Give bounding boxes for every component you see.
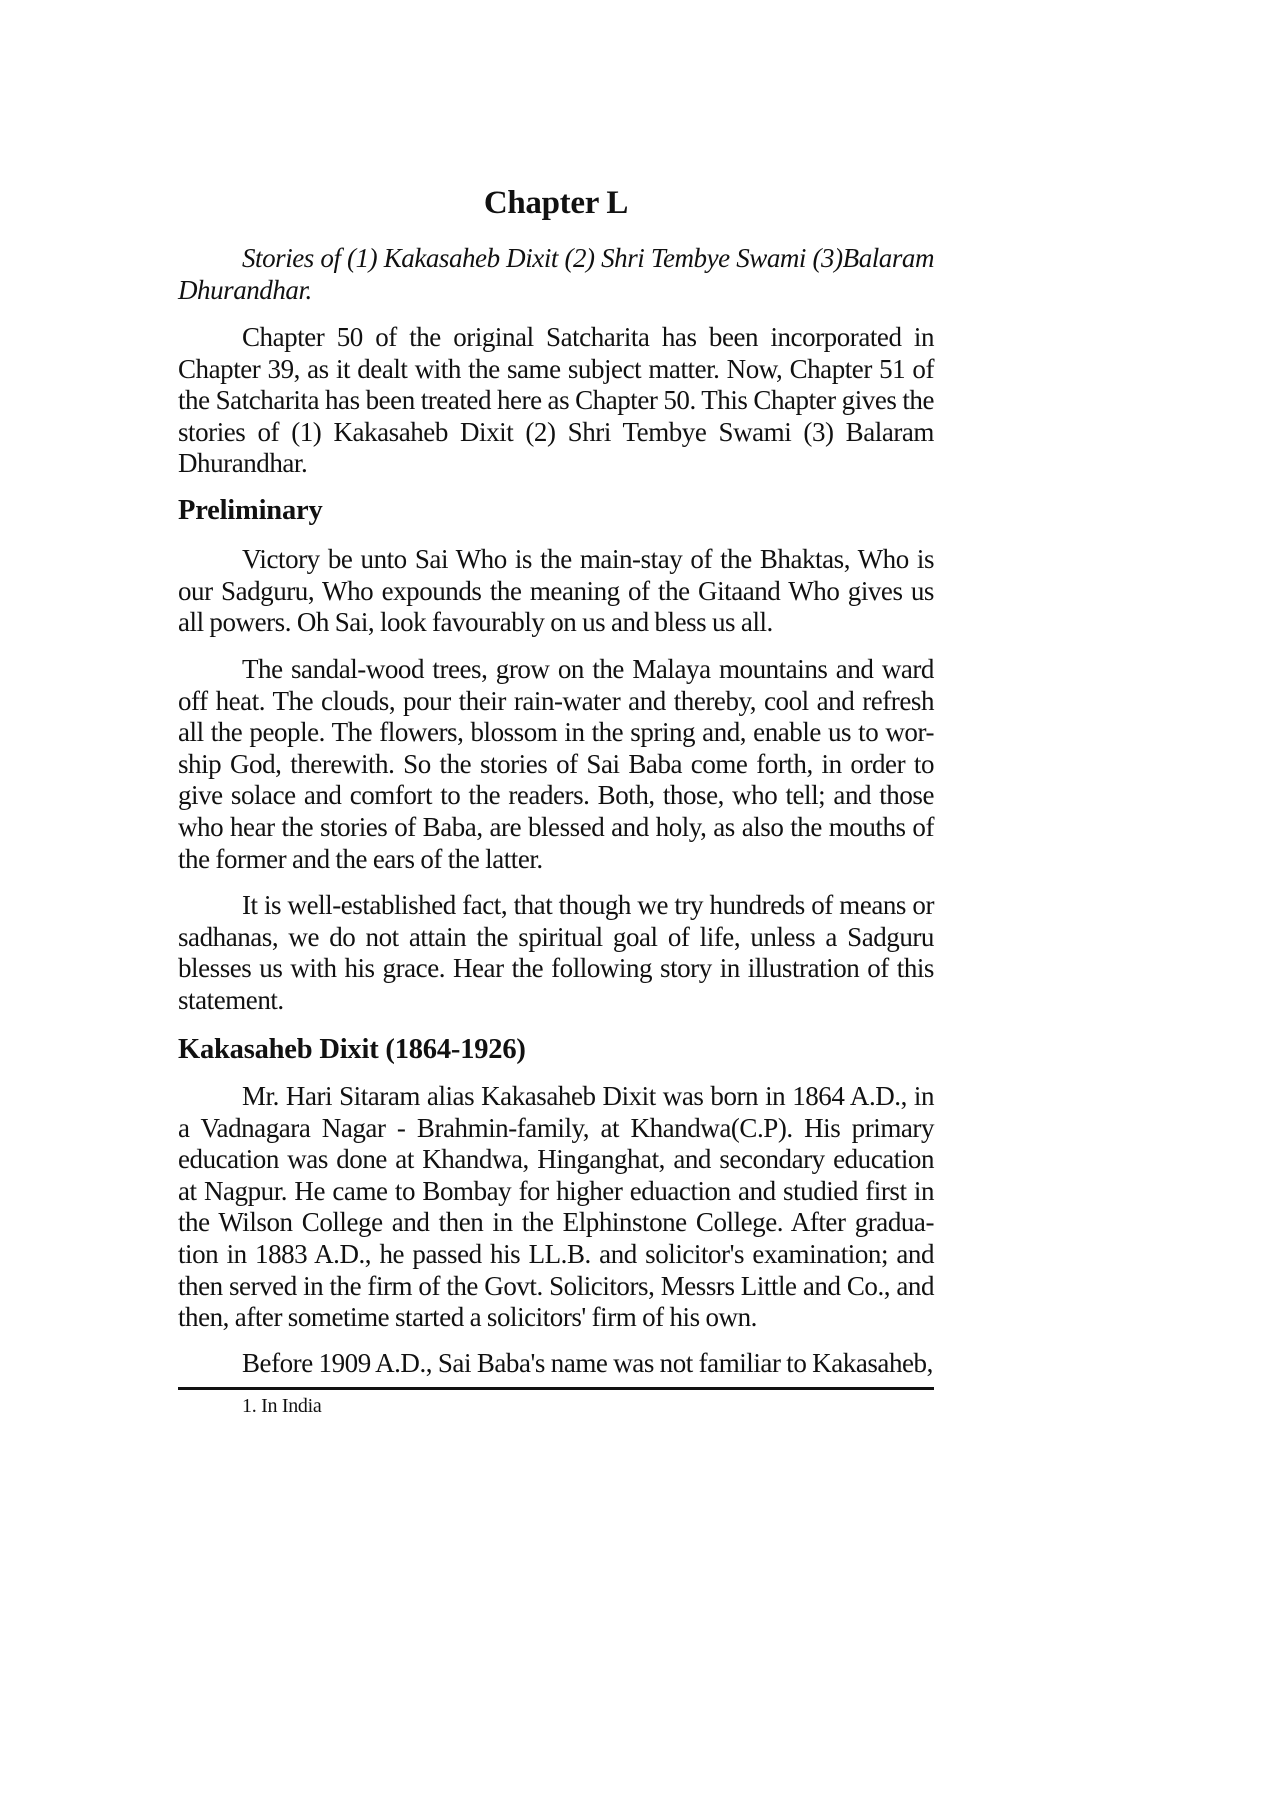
body-paragraph: Victory be unto Sai Who is the main-stay of the Bhaktas, Who is our Sadguru, Who expounds the meaning of the Gitaand Who gives us all powers. Oh Sai, look favourably on us and bless us all. (178, 544, 934, 638)
footnote: 1. In India (242, 1395, 322, 1417)
dixit-paragraph-2-block (178, 1348, 934, 1380)
body-paragraph: It is well-established fact, that though we try hundreds of means or sadhanas, we do not attain the spiritual goal of life, unless a Sadguru blesses us with his grace. Hear the following story in illustration of this statement. (178, 890, 934, 1015)
intro-block (178, 322, 934, 480)
preliminary-paragraph-3-block (178, 890, 934, 1016)
section-heading-preliminary: Preliminary (178, 495, 323, 526)
section-heading-kakasaheb-dixit: Kakasaheb Dixit (1864-1926) (178, 1034, 526, 1065)
section-preliminary (178, 494, 934, 528)
chapter-title: Chapter L (483, 185, 629, 221)
dixit-paragraph-1-block (178, 1081, 934, 1334)
preliminary-paragraph-2-block (178, 654, 934, 875)
body-paragraph: The sandal-wood trees, grow on the Malaya mountains and ward off heat. The clouds, pour their rain-water and thereby, cool and refresh all the people. The flowers, blossom in the spring and, enable us to wor-ship God, therewith. So the stories of Sai Baba come forth, in order to give solace and comfort to the readers. Both, those, who tell; and those who hear the stories of Baba, are blessed and holy, as also the mouths of the former and the ears of the latter. (178, 654, 934, 874)
intro-paragraph: Chapter 50 of the original Satcharita has been incorporated in Chapter 39, as it dealt with the same subject matter. Now, Chapter 51 of the Satcharita has been treated here as Chapter 50. This Chapter gives the stories of (1) Kakasaheb Dixit (2) Shri Tembye Swami (3) Balaram Dhurandhar. (178, 322, 934, 479)
footnote-divider (178, 1387, 934, 1390)
body-paragraph: Mr. Hari Sitaram alias Kakasaheb Dixit was born in 1864 A.D., in a Vadnagara Nagar - Brahmin-family, at Khandwa(C.P). His primary education was done at Khandwa, Hinganghat, and secondary education at Nagpur. He came to Bombay for higher eduaction and studied first in the Wilson College and then in the Elphinstone College. After gradua-tion in 1883 A.D., he passed his LL.B. and solicitor's examination; and then served in the firm of the Govt. Solicitors, Messrs Little and Co., and then, after sometime started a solicitors' firm of his own. (178, 1081, 934, 1333)
chapter-subtitle: Stories of (1) Kakasaheb Dixit (2) Shri Tembye Swami (3)Balaram Dhurandhar. (178, 243, 934, 305)
body-paragraph: Before 1909 A.D., Sai Baba's name was not familiar to Kakasaheb, (242, 1348, 933, 1378)
chapter-subtitle-block (178, 243, 934, 306)
section-kakasaheb-dixit (178, 1033, 934, 1067)
preliminary-paragraph-1-block (178, 544, 934, 639)
